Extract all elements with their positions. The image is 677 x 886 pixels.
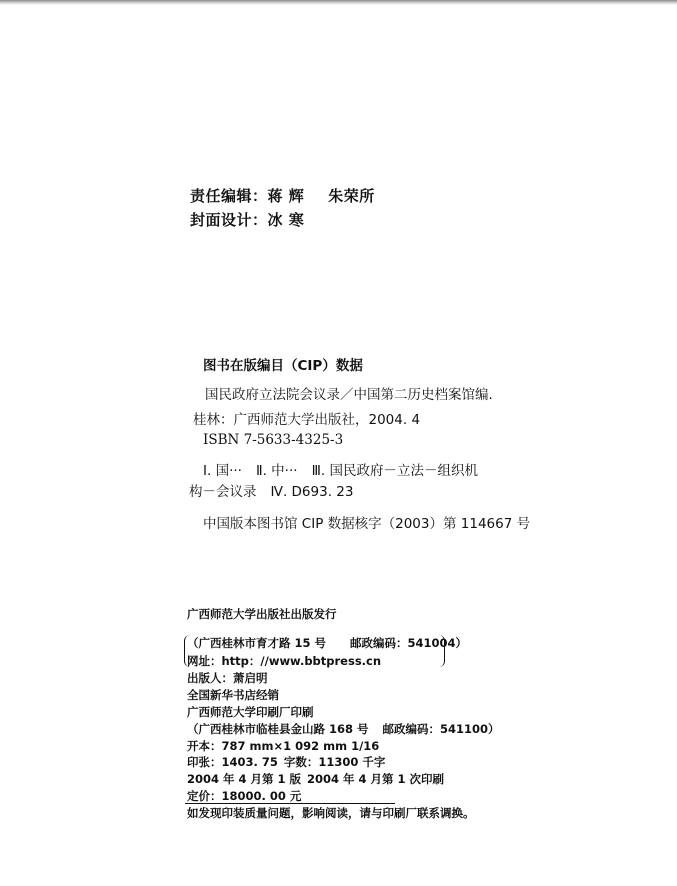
divider-line [185,803,395,804]
cip-title: 图书在版编目（CIP）数据 [203,358,363,374]
cip-isbn: ISBN 7-5633-4325-3 [203,432,344,448]
cip-line-title: 国民政府立法院会议录／中国第二历史档案馆编. [205,387,493,403]
word-count: 字数：11300 千字 [283,755,386,769]
printer-address-line [187,724,500,736]
print-sheets: 印张：1403. 75 [187,755,278,769]
designer-name: 冰 寒 [267,211,305,229]
cip-line-publisher: 桂林：广西师范大学出版社，2004. 4 [193,412,421,428]
cover-designer [190,213,304,228]
scan-top-edge [0,0,677,5]
printer: 广西师范大学印刷厂印刷 [187,705,314,719]
publisher-website: 网址：http：//www.bbtpress.cn [187,654,382,668]
edition-line [187,774,444,786]
cip-core-number: 中国版本图书馆 CIP 数据核字（2003）第 114667 号 [203,516,531,532]
designer-label: 封面设计： [190,211,268,229]
class-iv: Ⅳ. D693. 23 [270,484,354,500]
editor-1: 蒋 辉 [267,187,305,205]
class-ii: Ⅱ. 中··· [255,463,298,479]
distributor: 全国新华书店经销 [187,688,279,702]
editors-label: 责任编辑： [190,187,268,205]
edition: 2004 年 4 月第 1 版 [187,772,302,786]
book-format: 开本：787 mm×1 092 mm 1/16 [187,739,380,753]
printer-address: （广西桂林市临桂县金山路 168 号 [187,722,369,736]
publisher-name: 广西师范大学出版社出版发行 [187,607,337,621]
quality-notice: 如发现印装质量问题，影响阅读，请与印刷厂联系调换。 [187,806,475,820]
publisher-address: （广西桂林市育才路 15 号 [187,636,327,650]
class-cont: 构－会议录 [189,484,257,500]
publisher-postcode: 邮政编码：541004） [350,636,468,650]
publisher-address-line [187,638,467,650]
editor-2: 朱荣所 [328,187,375,205]
printer-postcode: 邮政编码：541100） [382,722,500,736]
printing: 2004 年 4 月第 1 次印刷 [307,772,445,786]
cip-classification [203,465,478,479]
class-iii: Ⅲ. 国民政府－立法－组织机 [311,463,478,479]
sheets-and-words [187,757,385,769]
right-brace [438,635,445,667]
price: 定价：18000. 00 元 [187,789,302,803]
publisher-person: 出版人：萧启明 [187,671,268,685]
cip-classification-cont [189,486,353,500]
class-i: Ⅰ. 国··· [203,463,242,479]
responsible-editors [190,189,375,204]
